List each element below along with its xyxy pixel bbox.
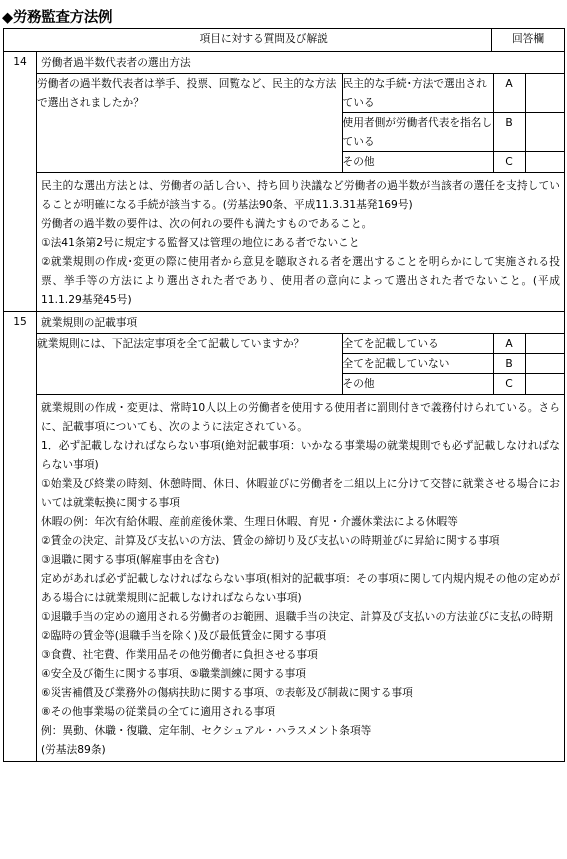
item-heading: 労働者過半数代表者の選出方法 <box>37 52 565 74</box>
explanation-line: 休暇の例：年次有給休暇、産前産後休業、生理日休暇、育児・介護休業法による休暇等 <box>41 514 458 528</box>
explanation-line: ⑧その他事業場の従業員の全てに適用される事項 <box>41 704 276 718</box>
option-label: その他 <box>342 152 493 172</box>
audit-table <box>3 28 565 762</box>
item-15-question-row <box>4 333 565 394</box>
explanation-line: ②就業規則の作成･変更の際に使用者から意見を聴取される者を選出することを明らかにして実施される投票、挙手等の方法により選出された者であり、使用者の意向によって選出された者でないこと。(平成11.1.29基発45号) <box>41 254 560 306</box>
explanation-line: ②臨時の賃金等(退職手当を除く)及び最低賃金に関する事項 <box>41 628 327 642</box>
option-code: B <box>493 354 525 374</box>
item-14-question-row <box>4 74 565 173</box>
item-15-explanation-row <box>4 394 565 761</box>
item-15-explanation <box>37 394 565 761</box>
item-15-question-cell <box>37 333 565 394</box>
explanation-line: (労基法89条) <box>41 742 106 756</box>
header-spacer <box>4 29 37 52</box>
answer-box[interactable] <box>525 74 565 113</box>
explanation-line: 例：異動、休職・復職、定年制、セクシュアル・ハラスメント条項等 <box>41 723 372 737</box>
option-code: C <box>493 374 525 394</box>
explanation-line: ③退職に関する事項(解雇事由を含む) <box>41 552 220 566</box>
header-answer-col: 回答欄 <box>492 29 565 52</box>
explanation-line: 定めがあれば必ず記載しなければならない事項(相対的記載事項：その事項に関して内規内規その他の定めがある場合には就業規則に記載しなければならない事項) <box>41 571 560 604</box>
explanation-line: 民主的な選出方法とは、労働者の話し合い、持ち回り決議など労働者の過半数が当該者の選任を支持していることが明確になる手続が該当する。(労基法90条、平成11.3.31基発169号) <box>41 178 560 211</box>
option-label: その他 <box>342 374 493 394</box>
item-14-explanation <box>37 172 565 311</box>
option-code: C <box>493 152 525 172</box>
explanation-line: 就業規則の作成・変更は、常時10人以上の労働者を使用する使用者に罰則付きで義務付けられている。さらに、記載事項についても、次のように法定されている。 <box>41 400 560 433</box>
option-label: 民主的な手続･方法で選出されている <box>342 74 493 113</box>
item-14-options-table <box>37 74 565 172</box>
option-label: 全てを記載していない <box>342 354 493 374</box>
explanation-line: ①退職手当の定めの適用される労働者のお範囲、退職手当の決定、計算及び支払いの方法並びに支払の時期 <box>41 609 553 623</box>
answer-box[interactable] <box>525 113 565 152</box>
table-header <box>4 29 565 52</box>
explanation-line: ①法41条第2号に規定する監督又は管理の地位にある者でないこと <box>41 235 360 249</box>
item-15-options-table <box>37 334 565 394</box>
explanation-line: 1．必ず記載しなければならない事項(絶対記載事項：いかなる事業場の就業規則でも必ず記載しなければならない事項) <box>41 438 560 471</box>
answer-box[interactable] <box>525 354 565 374</box>
item-heading: 就業規則の記載事項 <box>37 311 565 333</box>
answer-box[interactable] <box>525 334 565 354</box>
page-title: ◆労務監査方法例 <box>2 10 113 26</box>
item-14-question-cell <box>37 74 565 173</box>
option-label: 使用者側が労働者代表を指名している <box>342 113 493 152</box>
header-question-col: 項目に対する質問及び解説 <box>37 29 492 52</box>
explanation-line: ①始業及び終業の時刻、休憩時間、休日、休暇並びに労働者を二組以上に分けて交替に就業させる場合においては就業転換に関する事項 <box>41 476 560 509</box>
item-14-explanation-row <box>4 172 565 311</box>
item-14-title-row <box>4 52 565 74</box>
item-15-title-row <box>4 311 565 333</box>
explanation-line: ⑥災害補償及び業務外の傷病扶助に関する事項、⑦表彰及び制裁に関する事項 <box>41 685 413 699</box>
answer-box[interactable] <box>525 374 565 394</box>
explanation-line: 労働者の過半数の要件は、次の何れの要件も満たすものであること。 <box>41 216 373 230</box>
option-label: 全てを記載している <box>342 334 493 354</box>
item-number: 14 <box>4 52 37 312</box>
option-code: A <box>493 334 525 354</box>
explanation-line: ②賃金の決定、計算及び支払いの方法、賃金の締切り及び支払いの時期並びに昇給に関する事項 <box>41 533 500 547</box>
explanation-line: ④安全及び衛生に関する事項、⑤職業訓練に関する事項 <box>41 666 306 680</box>
item-number: 15 <box>4 311 37 761</box>
item-14-question: 労働者の過半数代表者は挙手、投票、回覧など、民主的な方法で選出されましたか？ <box>37 74 342 172</box>
answer-box[interactable] <box>525 152 565 172</box>
item-15-question: 就業規則には、下記法定事項を全て記載していますか？ <box>37 334 342 394</box>
option-code: B <box>493 113 525 152</box>
explanation-line: ③食費、社宅費、作業用品その他労働者に負担させる事項 <box>41 647 318 661</box>
option-code: A <box>493 74 525 113</box>
